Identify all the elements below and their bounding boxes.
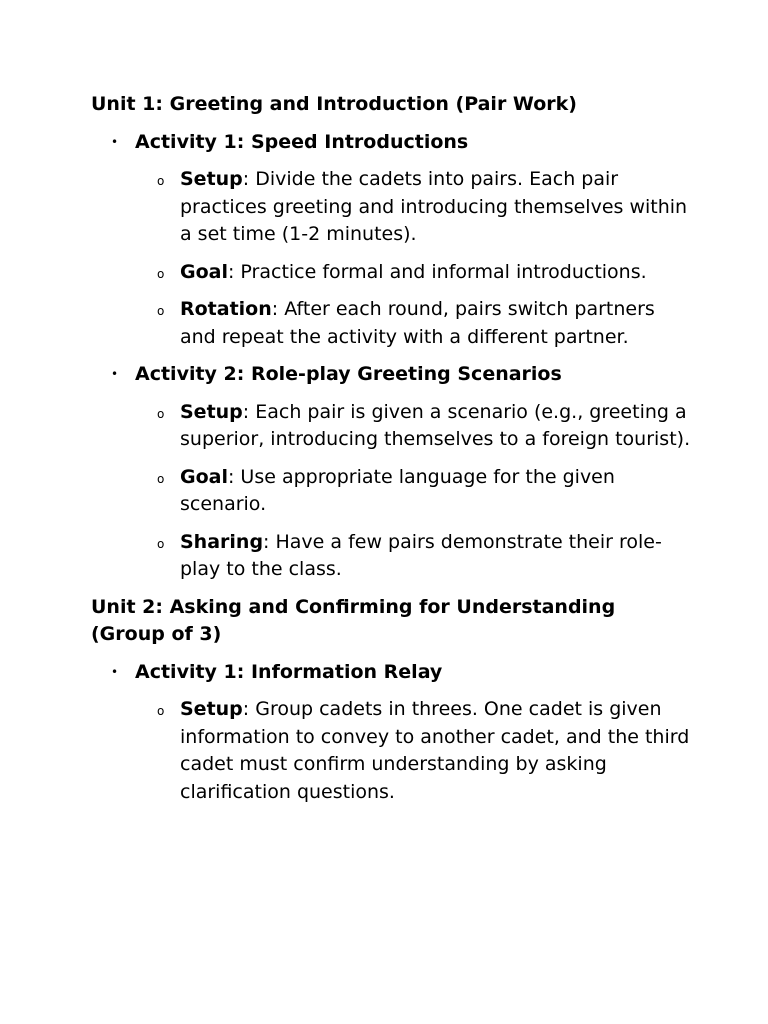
detail-text: : Each pair is given a scenario (e.g., greeting a superior, introducing themselves to a foreign tourist). [180,400,691,450]
activity-title: Activity 1: Speed Introductions [135,130,469,153]
detail-item [135,696,691,806]
sub-bullet-icon: o [157,471,165,486]
detail-label: Goal [180,465,228,488]
activity-details [135,166,691,351]
detail-text: : Divide the cadets into pairs. Each pair practices greeting and introducing themselves within a set time (1-2 minutes). [180,168,688,245]
activity-title: Activity 1: Information Relay [135,660,443,683]
detail-item [135,166,691,249]
sub-bullet-icon: o [157,304,165,318]
detail-label: Setup [180,698,243,720]
sub-bullet-icon: o [157,536,165,551]
activity-item [91,129,691,352]
unit-heading: Unit 2: Asking and Confirming for Understanding (Group of 3) [91,595,616,645]
detail-label: Sharing [180,530,264,553]
detail-label: Rotation [180,298,272,320]
detail-label: Setup [180,168,243,190]
sub-bullet-icon: o [157,266,165,281]
bullet-icon: • [111,134,119,149]
activity-item [91,659,691,807]
sub-bullet-icon: o [157,174,165,188]
sub-bullet-icon: o [157,406,165,421]
detail-label: Setup [180,400,243,423]
detail-label: Goal [180,260,228,283]
detail-text: : Practice formal and informal introductions. [227,260,647,283]
detail-text: : After each round, pairs switch partners and repeat the activity with a different partner. [180,298,655,348]
detail-text: : Group cadets in threes. One cadet is given information to convey to another cadet, and the third cadet must confirm understanding by asking clarification questions. [180,698,690,803]
sub-bullet-icon: o [157,704,165,718]
detail-text: : Have a few pairs demonstrate their role-play to the class. [180,530,662,580]
detail-item [135,259,691,287]
bullet-icon: • [111,367,119,381]
activity-title: Activity 2: Role-play Greeting Scenarios [135,363,562,385]
bullet-icon: • [111,664,119,679]
detail-item [135,296,691,351]
activity-details [135,696,691,806]
activity-details [135,399,691,584]
activity-item [91,361,691,584]
detail-item [135,464,691,519]
detail-text: : Use appropriate language for the given scenario. [180,465,615,515]
unit-2 [91,594,691,807]
detail-item [135,529,691,584]
detail-item [135,399,691,454]
document-page [91,91,691,816]
unit-1 [91,91,691,584]
unit-heading: Unit 1: Greeting and Introduction (Pair Work) [91,93,577,115]
